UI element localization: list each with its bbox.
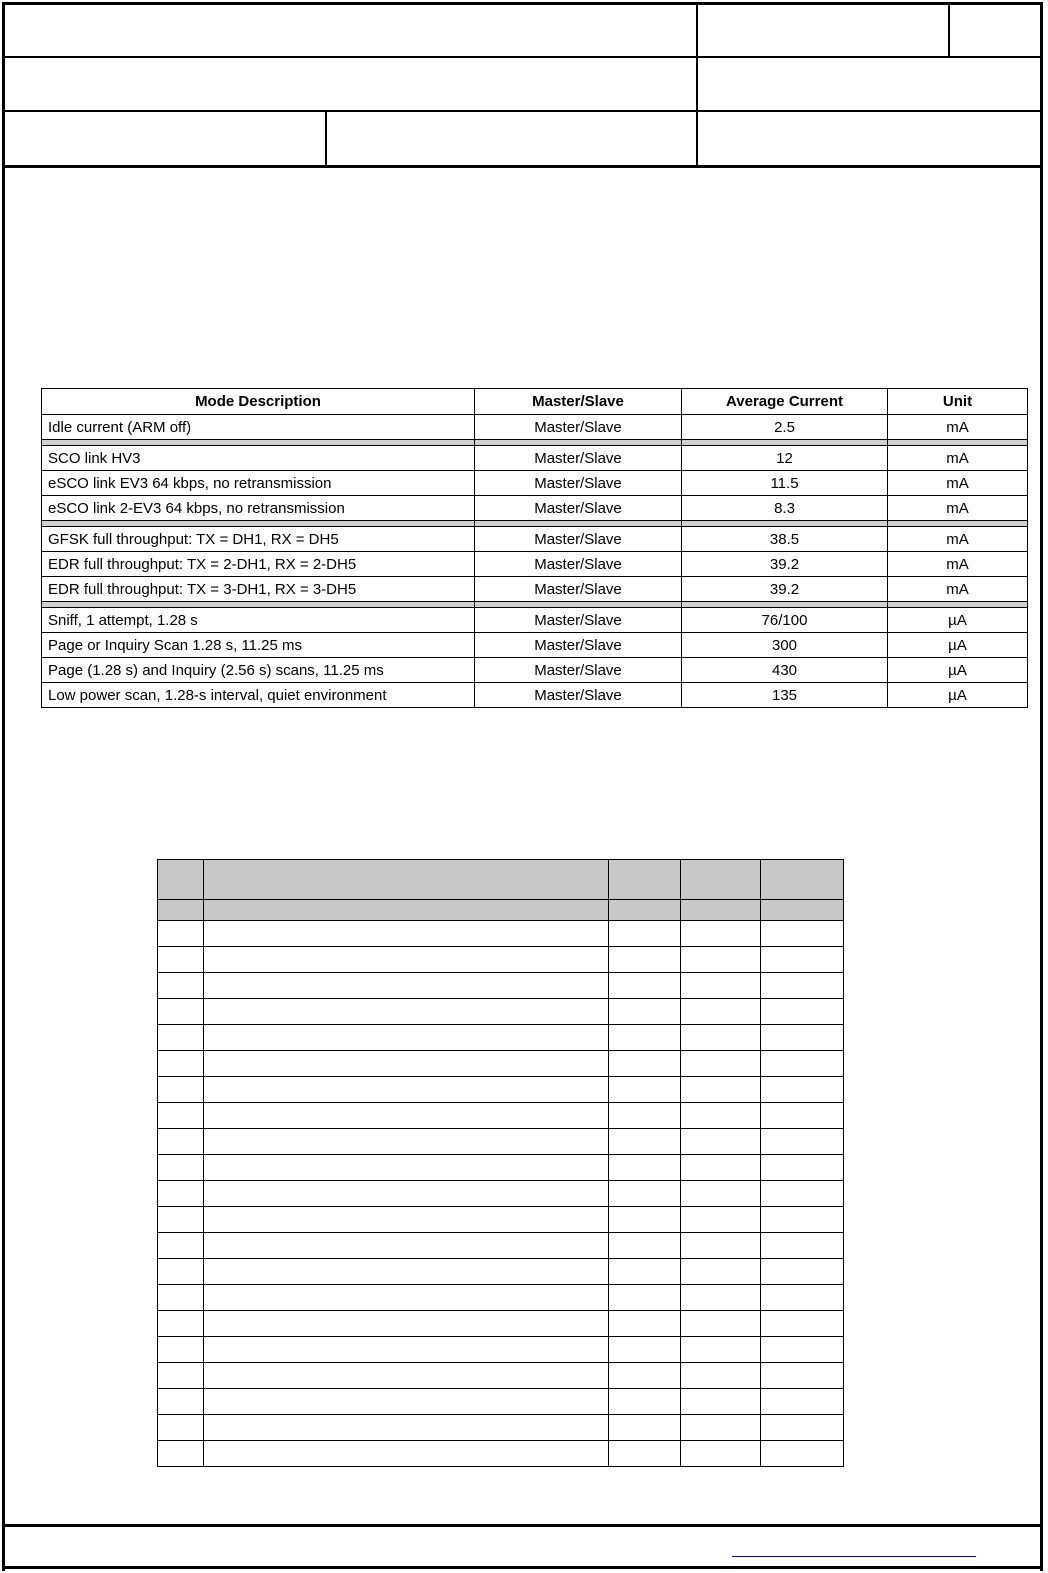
grid-cell bbox=[681, 1129, 761, 1155]
table-row bbox=[42, 577, 1028, 602]
frame-right-border bbox=[1040, 2, 1043, 1571]
mode-description-cell: SCO link HV3 bbox=[42, 446, 475, 471]
grid-row bbox=[158, 1025, 844, 1051]
grid-cell bbox=[609, 1389, 681, 1415]
grid-row bbox=[158, 921, 844, 947]
master-slave-cell: Master/Slave bbox=[475, 577, 682, 602]
master-slave-cell: Master/Slave bbox=[475, 415, 682, 440]
grid-cell bbox=[158, 1129, 204, 1155]
grid-cell bbox=[609, 1285, 681, 1311]
grid-row bbox=[158, 1311, 844, 1337]
grid-cell bbox=[609, 1025, 681, 1051]
table-row bbox=[42, 446, 1028, 471]
grid-cell bbox=[609, 1155, 681, 1181]
master-slave-cell: Master/Slave bbox=[475, 446, 682, 471]
grid-cell bbox=[158, 1259, 204, 1285]
grid-cell bbox=[204, 1233, 609, 1259]
grid-cell bbox=[204, 1103, 609, 1129]
title-block-divider-rev bbox=[948, 2, 950, 57]
grid-cell bbox=[204, 860, 609, 900]
grid-row bbox=[158, 1077, 844, 1103]
table-row bbox=[42, 471, 1028, 496]
grid-cell bbox=[681, 1441, 761, 1467]
grid-cell bbox=[158, 1441, 204, 1467]
grid-cell bbox=[761, 973, 844, 999]
master-slave-cell: Master/Slave bbox=[475, 683, 682, 708]
grid-row bbox=[158, 999, 844, 1025]
title-block-rule-1 bbox=[2, 56, 1043, 58]
grid-header-row bbox=[158, 860, 844, 900]
grid-cell bbox=[204, 973, 609, 999]
grid-cell bbox=[158, 1415, 204, 1441]
master-slave-cell: Master/Slave bbox=[475, 658, 682, 683]
grid-cell bbox=[681, 860, 761, 900]
mode-description-cell: eSCO link EV3 64 kbps, no retransmission bbox=[42, 471, 475, 496]
grid-cell bbox=[681, 921, 761, 947]
footer-rule bbox=[2, 1524, 1043, 1527]
master-slave-cell: Master/Slave bbox=[475, 496, 682, 521]
unit-cell: mA bbox=[888, 527, 1028, 552]
header-average-current: Average Current bbox=[682, 389, 888, 415]
grid-cell bbox=[761, 1337, 844, 1363]
grid-cell bbox=[204, 1415, 609, 1441]
grid-cell bbox=[761, 1077, 844, 1103]
header-mode-description: Mode Description bbox=[42, 389, 475, 415]
mode-description-cell: Low power scan, 1.28-s interval, quiet environment bbox=[42, 683, 475, 708]
grid-cell bbox=[158, 973, 204, 999]
grid-cell bbox=[609, 1311, 681, 1337]
grid-row bbox=[158, 1051, 844, 1077]
grid-cell bbox=[609, 1259, 681, 1285]
master-slave-cell: Master/Slave bbox=[475, 471, 682, 496]
grid-row bbox=[158, 1129, 844, 1155]
grid-cell bbox=[761, 947, 844, 973]
grid-cell bbox=[761, 1025, 844, 1051]
unit-cell: µA bbox=[888, 683, 1028, 708]
grid-cell bbox=[681, 973, 761, 999]
unit-cell: mA bbox=[888, 496, 1028, 521]
grid-cell bbox=[158, 1389, 204, 1415]
grid-cell bbox=[158, 1233, 204, 1259]
grid-cell bbox=[609, 1129, 681, 1155]
title-block-divider-row3 bbox=[325, 110, 327, 167]
mode-description-cell: EDR full throughput: TX = 2-DH1, RX = 2-DH5 bbox=[42, 552, 475, 577]
grid-cell bbox=[761, 1311, 844, 1337]
grid-cell bbox=[204, 1155, 609, 1181]
table-row bbox=[42, 633, 1028, 658]
mode-description-cell: GFSK full throughput: TX = DH1, RX = DH5 bbox=[42, 527, 475, 552]
grid-cell bbox=[609, 1051, 681, 1077]
unit-cell: mA bbox=[888, 552, 1028, 577]
grid-cell bbox=[158, 900, 204, 921]
grid-cell bbox=[609, 973, 681, 999]
grid-cell bbox=[681, 900, 761, 921]
mode-description-cell: Sniff, 1 attempt, 1.28 s bbox=[42, 608, 475, 633]
grid-cell bbox=[204, 1285, 609, 1311]
grid-cell bbox=[761, 1155, 844, 1181]
grid-cell bbox=[681, 1337, 761, 1363]
grid-cell bbox=[761, 999, 844, 1025]
unit-cell: mA bbox=[888, 415, 1028, 440]
grid-cell bbox=[204, 947, 609, 973]
grid-row bbox=[158, 1181, 844, 1207]
average-current-cell: 135 bbox=[682, 683, 888, 708]
average-current-cell: 12 bbox=[682, 446, 888, 471]
grid-cell bbox=[609, 1233, 681, 1259]
grid-row bbox=[158, 1441, 844, 1467]
grid-cell bbox=[204, 1129, 609, 1155]
grid-cell bbox=[204, 1389, 609, 1415]
grid-cell bbox=[204, 1051, 609, 1077]
grid-cell bbox=[609, 900, 681, 921]
master-slave-cell: Master/Slave bbox=[475, 608, 682, 633]
grid-cell bbox=[761, 1129, 844, 1155]
grid-cell bbox=[204, 1025, 609, 1051]
grid-cell bbox=[681, 1077, 761, 1103]
mode-description-cell: eSCO link 2-EV3 64 kbps, no retransmission bbox=[42, 496, 475, 521]
grid-cell bbox=[761, 1415, 844, 1441]
average-current-cell: 76/100 bbox=[682, 608, 888, 633]
grid-cell bbox=[204, 1337, 609, 1363]
grid-cell bbox=[681, 1311, 761, 1337]
unit-cell: mA bbox=[888, 577, 1028, 602]
master-slave-cell: Master/Slave bbox=[475, 633, 682, 658]
title-block-divider-main bbox=[696, 2, 698, 167]
frame-bottom-border bbox=[2, 1566, 1043, 1569]
grid-cell bbox=[681, 1233, 761, 1259]
grid-cell bbox=[681, 1415, 761, 1441]
grid-cell bbox=[761, 860, 844, 900]
current-table-header-row bbox=[42, 389, 1028, 415]
grid-cell bbox=[609, 1103, 681, 1129]
header-master-slave: Master/Slave bbox=[475, 389, 682, 415]
table-row bbox=[42, 658, 1028, 683]
grid-cell bbox=[158, 1285, 204, 1311]
grid-cell bbox=[681, 947, 761, 973]
mode-description-cell: Page (1.28 s) and Inquiry (2.56 s) scans, 11.25 ms bbox=[42, 658, 475, 683]
grid-cell bbox=[204, 1441, 609, 1467]
frame-top-border bbox=[2, 2, 1043, 5]
average-current-cell: 8.3 bbox=[682, 496, 888, 521]
grid-cell bbox=[609, 1415, 681, 1441]
header-unit: Unit bbox=[888, 389, 1028, 415]
grid-cell bbox=[609, 1181, 681, 1207]
grid-row bbox=[158, 947, 844, 973]
mode-description-cell: Page or Inquiry Scan 1.28 s, 11.25 ms bbox=[42, 633, 475, 658]
grid-cell bbox=[158, 1103, 204, 1129]
table-row bbox=[42, 527, 1028, 552]
title-block-rule-2 bbox=[2, 110, 1043, 112]
grid-cell bbox=[609, 999, 681, 1025]
grid-cell bbox=[761, 921, 844, 947]
grid-cell bbox=[609, 921, 681, 947]
grid-cell bbox=[681, 1285, 761, 1311]
grid-cell bbox=[609, 1077, 681, 1103]
grid-cell bbox=[761, 900, 844, 921]
grid-cell bbox=[609, 860, 681, 900]
grid-cell bbox=[761, 1389, 844, 1415]
title-block-rule-3 bbox=[2, 165, 1043, 168]
grid-cell bbox=[761, 1181, 844, 1207]
grid-cell bbox=[204, 921, 609, 947]
grid-cell bbox=[681, 1389, 761, 1415]
average-current-cell: 430 bbox=[682, 658, 888, 683]
grid-cell bbox=[761, 1103, 844, 1129]
grid-row bbox=[158, 1259, 844, 1285]
grid-cell bbox=[761, 1285, 844, 1311]
average-current-cell: 300 bbox=[682, 633, 888, 658]
grid-cell bbox=[609, 947, 681, 973]
average-current-cell: 39.2 bbox=[682, 552, 888, 577]
unit-cell: mA bbox=[888, 446, 1028, 471]
grid-row bbox=[158, 1363, 844, 1389]
grid-cell bbox=[761, 1441, 844, 1467]
table-row bbox=[42, 415, 1028, 440]
grid-cell bbox=[158, 1025, 204, 1051]
grid-cell bbox=[681, 1103, 761, 1129]
grid-cell bbox=[681, 999, 761, 1025]
grid-cell bbox=[761, 1259, 844, 1285]
grid-row bbox=[158, 1337, 844, 1363]
table-row bbox=[42, 552, 1028, 577]
unit-cell: µA bbox=[888, 633, 1028, 658]
grid-cell bbox=[681, 1051, 761, 1077]
grid-subheader-row bbox=[158, 900, 844, 921]
frame-left-border bbox=[2, 2, 5, 1571]
grid-cell bbox=[204, 1259, 609, 1285]
grid-cell bbox=[158, 1337, 204, 1363]
grid-cell bbox=[681, 1207, 761, 1233]
average-current-cell: 2.5 bbox=[682, 415, 888, 440]
grid-cell bbox=[681, 1155, 761, 1181]
grid-row bbox=[158, 1285, 844, 1311]
grid-cell bbox=[158, 1155, 204, 1181]
master-slave-cell: Master/Slave bbox=[475, 552, 682, 577]
grid-cell bbox=[158, 999, 204, 1025]
grid-cell bbox=[158, 1181, 204, 1207]
mode-description-cell: Idle current (ARM off) bbox=[42, 415, 475, 440]
grid-cell bbox=[761, 1051, 844, 1077]
grid-cell bbox=[609, 1363, 681, 1389]
grid-cell bbox=[204, 1181, 609, 1207]
grid-row bbox=[158, 1155, 844, 1181]
grid-cell bbox=[681, 1025, 761, 1051]
grid-cell bbox=[204, 1207, 609, 1233]
grid-cell bbox=[158, 947, 204, 973]
unit-cell: µA bbox=[888, 658, 1028, 683]
grid-cell bbox=[204, 1363, 609, 1389]
grid-cell bbox=[158, 1207, 204, 1233]
footer-link-underline[interactable] bbox=[732, 1556, 976, 1557]
unit-cell: µA bbox=[888, 608, 1028, 633]
grid-row bbox=[158, 1389, 844, 1415]
grid-cell bbox=[204, 999, 609, 1025]
grid-cell bbox=[761, 1363, 844, 1389]
grid-cell bbox=[681, 1363, 761, 1389]
grid-row bbox=[158, 1415, 844, 1441]
grid-cell bbox=[204, 1311, 609, 1337]
grid-cell bbox=[681, 1259, 761, 1285]
grid-cell bbox=[158, 921, 204, 947]
grid-cell bbox=[158, 1311, 204, 1337]
unit-cell: mA bbox=[888, 471, 1028, 496]
table-row bbox=[42, 683, 1028, 708]
current-consumption-table bbox=[41, 388, 1028, 708]
grid-cell bbox=[158, 1363, 204, 1389]
grid-row bbox=[158, 973, 844, 999]
grid-cell bbox=[609, 1441, 681, 1467]
blank-record-table bbox=[157, 859, 844, 1467]
average-current-cell: 38.5 bbox=[682, 527, 888, 552]
grid-cell bbox=[158, 1051, 204, 1077]
grid-cell bbox=[158, 1077, 204, 1103]
grid-cell bbox=[761, 1233, 844, 1259]
average-current-cell: 11.5 bbox=[682, 471, 888, 496]
table-row bbox=[42, 496, 1028, 521]
grid-cell bbox=[158, 860, 204, 900]
grid-cell bbox=[609, 1337, 681, 1363]
grid-cell bbox=[204, 1077, 609, 1103]
grid-cell bbox=[609, 1207, 681, 1233]
grid-cell bbox=[761, 1207, 844, 1233]
average-current-cell: 39.2 bbox=[682, 577, 888, 602]
grid-cell bbox=[204, 900, 609, 921]
table-row bbox=[42, 608, 1028, 633]
grid-cell bbox=[681, 1181, 761, 1207]
grid-row bbox=[158, 1207, 844, 1233]
grid-row bbox=[158, 1103, 844, 1129]
mode-description-cell: EDR full throughput: TX = 3-DH1, RX = 3-DH5 bbox=[42, 577, 475, 602]
grid-row bbox=[158, 1233, 844, 1259]
master-slave-cell: Master/Slave bbox=[475, 527, 682, 552]
